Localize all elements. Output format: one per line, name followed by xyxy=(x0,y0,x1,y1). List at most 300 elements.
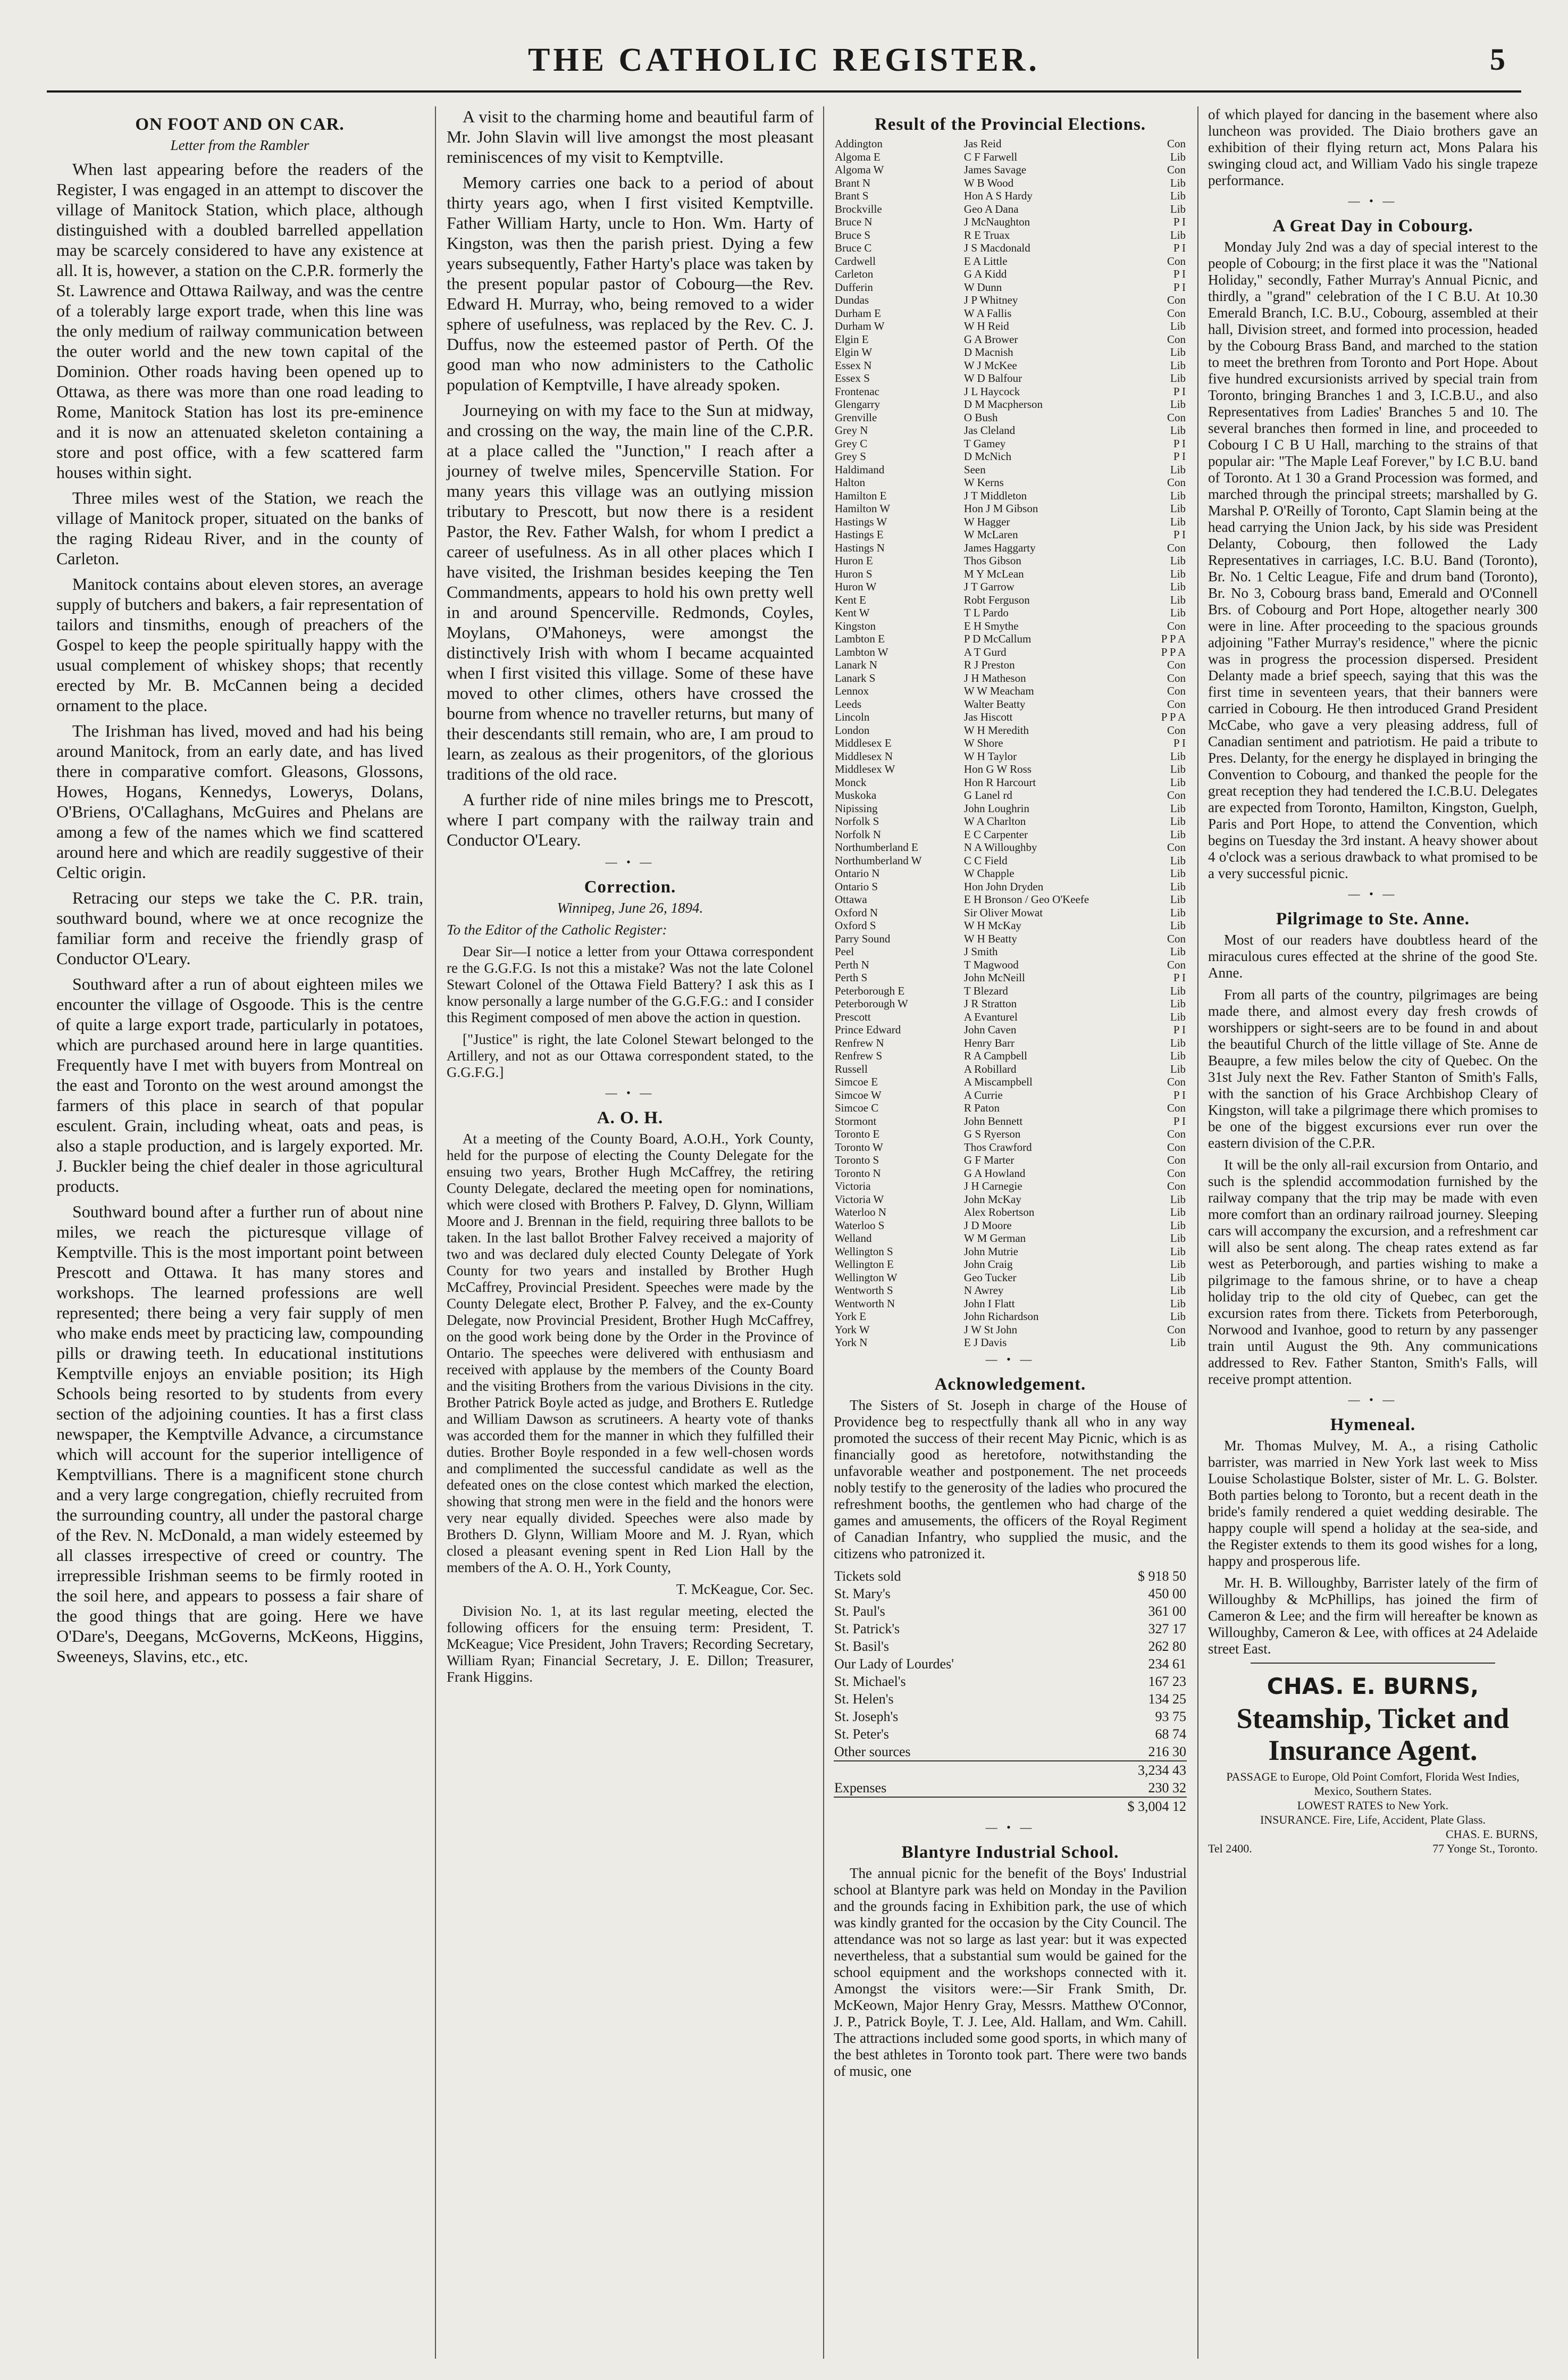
results-row xyxy=(834,1023,1187,1037)
results-riding: Lennox xyxy=(835,684,869,697)
results-riding: Brant N xyxy=(835,176,871,189)
results-riding: Toronto E xyxy=(835,1128,880,1140)
results-row xyxy=(834,268,1187,281)
results-member: John Bennett xyxy=(963,1114,1023,1128)
results-party: P I xyxy=(1173,437,1186,450)
results-riding: Hastings N xyxy=(835,541,885,554)
article-paragraph: Retracing our steps we take the C. P.R. train, southward bound, where we at once recognize the familiar form and receive the friendly grasp of Conductor O'Leary. xyxy=(56,888,423,968)
proceeds-amount: 361 00 xyxy=(1148,1603,1186,1619)
results-member: J McNaughton xyxy=(963,215,1030,228)
results-riding: Toronto W xyxy=(835,1140,883,1154)
results-riding: Huron W xyxy=(835,580,877,593)
results-row xyxy=(834,1154,1187,1167)
results-riding: Middlesex E xyxy=(835,737,892,749)
results-riding: Parry Sound xyxy=(835,932,891,945)
results-party: Lib xyxy=(1170,801,1186,815)
column-3 xyxy=(828,106,1192,2359)
results-party: Lib xyxy=(1170,919,1186,932)
results-riding: Hamilton W xyxy=(835,502,891,515)
proceeds-total-label xyxy=(834,1761,1122,1779)
proceeds-source: St. Basil's xyxy=(834,1638,889,1654)
results-party: Con xyxy=(1167,841,1186,854)
results-member: J W St John xyxy=(963,1323,1018,1336)
results-row xyxy=(834,229,1187,242)
results-riding: Grey C xyxy=(835,437,868,450)
results-riding: Simcoe E xyxy=(835,1075,878,1088)
results-riding: York W xyxy=(835,1323,870,1336)
results-row xyxy=(834,163,1187,177)
results-row xyxy=(834,984,1187,998)
results-party: Con xyxy=(1167,1154,1186,1166)
results-party: P I xyxy=(1173,971,1186,984)
results-row xyxy=(834,750,1187,763)
results-party: Lib xyxy=(1170,554,1186,567)
results-member: T Magwood xyxy=(963,958,1019,971)
results-party: Lib xyxy=(1170,606,1186,619)
results-riding: Welland xyxy=(835,1232,872,1245)
results-riding: Glengarry xyxy=(835,398,881,411)
separator-ornament: — • — xyxy=(1348,194,1398,207)
results-row xyxy=(834,971,1187,984)
results-member: J T Garrow xyxy=(963,580,1014,593)
results-row xyxy=(834,476,1187,489)
results-riding: Essex S xyxy=(835,372,870,385)
results-row xyxy=(834,450,1187,463)
results-row xyxy=(834,646,1187,659)
results-party: Lib xyxy=(1170,176,1186,189)
proceeds-source: St. Joseph's xyxy=(834,1708,899,1724)
results-row xyxy=(834,320,1187,333)
results-party: Lib xyxy=(1170,815,1186,828)
results-member: G S Ryerson xyxy=(963,1128,1021,1140)
results-riding: Middlesex N xyxy=(835,749,893,763)
proceeds-row xyxy=(834,1673,1187,1690)
results-riding: Peterborough W xyxy=(835,997,908,1010)
results-party: Con xyxy=(1167,306,1186,320)
results-member: Seen xyxy=(963,463,986,476)
results-row xyxy=(834,463,1187,477)
results-riding: Lincoln xyxy=(835,711,870,723)
results-row xyxy=(834,255,1187,268)
results-party: Con xyxy=(1167,332,1186,346)
header-rule xyxy=(47,90,1521,93)
results-riding: Carleton xyxy=(835,268,874,280)
results-row xyxy=(834,1049,1187,1063)
results-row xyxy=(834,359,1187,372)
results-riding: Ontario N xyxy=(835,867,880,880)
results-member: W Chapple xyxy=(963,867,1014,880)
results-row xyxy=(834,1219,1187,1232)
pilgrimage-heading: Pilgrimage to Ste. Anne. xyxy=(1276,909,1470,929)
proceeds-source: St. Helen's xyxy=(834,1691,894,1707)
results-row xyxy=(834,137,1187,151)
results-party: Con xyxy=(1167,932,1186,945)
proceeds-total-row xyxy=(834,1761,1187,1779)
results-member: E C Carpenter xyxy=(963,828,1028,841)
results-party: Con xyxy=(1167,163,1186,176)
results-row xyxy=(834,398,1187,411)
proceeds-source: Tickets sold xyxy=(834,1568,901,1584)
article-paragraph: When last appearing before the readers of the Register, I was engaged in an attempt to discover the village of Manitock Station, which place, although distinguished with a doubled barrelled appellation may be scarcely considered to have any existence at all. It is, however, a station on the C.P.R. formerly the St. Lawrence and Ottawa Railway, and was the centre of a tolerably large export trade, when this line was the only medium of railway communication between the outer world and the new town capital of the Dominion. Other roads having been opened up to Ottawa, as there was more than one road leading to Rome, Manitock Station has lost its pre-eminence and it is now an attenuated skeleton containing a store and post office, with a few scattered farm houses within sight. xyxy=(56,160,423,482)
results-party: Lib xyxy=(1170,1192,1186,1206)
results-row xyxy=(834,215,1187,229)
expenses-label: Expenses xyxy=(834,1780,887,1796)
pilgrimage-paragraph: Most of our readers have doubtless heard of the miraculous cures effected at the shrine of the good Ste. Anne. xyxy=(1208,932,1538,981)
results-row xyxy=(834,1128,1187,1141)
results-party: Lib xyxy=(1170,189,1186,202)
results-party: Lib xyxy=(1170,997,1186,1010)
results-riding: Dundas xyxy=(835,294,869,306)
results-riding: Addington xyxy=(835,137,883,150)
results-riding: Renfrew S xyxy=(835,1049,883,1062)
results-party: Lib xyxy=(1170,424,1186,437)
results-riding: Ontario S xyxy=(835,880,878,893)
results-row xyxy=(834,632,1187,646)
results-member: Geo Tucker xyxy=(963,1271,1017,1284)
results-member: W A Fallis xyxy=(963,306,1012,320)
results-row xyxy=(834,151,1187,164)
results-riding: Wellington W xyxy=(835,1271,898,1284)
results-row xyxy=(834,841,1187,854)
results-party: Con xyxy=(1167,294,1186,306)
results-row xyxy=(834,1089,1187,1102)
results-party: Con xyxy=(1167,697,1186,711)
results-party: Lib xyxy=(1170,358,1186,372)
results-member: Hon John Dryden xyxy=(963,880,1044,893)
results-member: N A Willoughby xyxy=(963,841,1037,854)
results-member: A T Gurd xyxy=(963,645,1007,658)
results-member: Sir Oliver Mowat xyxy=(963,906,1043,919)
pilgrimage-paragraph: It will be the only all-rail excursion from Ontario, and such is the splendid accommodation furnished by the railway company that the trip may be made with even more comfort than an ordinary railroad journey. Sleeping cars will accompany the excursion, and a refreshment car will also be sent along. The cheap rates extend as far west as Peterborough, and parties wishing to make a pilgrimage to the famous shrine, or to have a cheap holiday trip to the old city of Quebec, can get the excursion rates from there. Tickets from Peterborough, Norwood and Ivanhoe, good to return by any passenger train until August the 9th. Any communications addressed to Rev. Father Stanton, Smith's Falls, will receive prompt attention. xyxy=(1208,1157,1538,1387)
results-row xyxy=(834,711,1187,724)
article-paragraph: Journeying on with my face to the Sun at midway, and crossing on the way, the main line of the C.P.R. at a place called the "Junction," I reach after a journey of twelve miles, Spencerville Station. For many years this village was an outlying mission tributary to Prescott, but now there is a resident Pastor, the Rev. Father Walsh, for whom I predict a career of usefulness. As in all other places which I have visited, the Irishman besides keeping the Ten Commandments, appears to hold his own pretty well in and around Spencerville. Redmonds, Coyles, Moylans, O'Mahoneys, were amongst the distinctively Irish with whom I became acquainted when I first visited this village. Some of these have moved to other climes, others have crossed the bourne from whence no traveller returns, but many of their descendants still remain, who are, I am proud to learn, as zealous as their progenitors, of the glorious traditions of the old race. xyxy=(447,400,814,783)
results-riding: Dufferin xyxy=(835,280,873,294)
results-row xyxy=(834,541,1187,555)
correction-salutation: To the Editor of the Catholic Register: xyxy=(447,922,667,938)
results-party: P I xyxy=(1173,215,1186,228)
results-riding: Hastings E xyxy=(835,528,884,541)
results-row xyxy=(834,658,1187,672)
correction-paragraph: Dear Sir—I notice a letter from your Ottawa correspondent re the G.G.F.G. Is not this a mistake? Was not the late Colonel Stewart Colonel of the Ottawa Field Battery? I ask this as I know personally a large number of the G.G.F.G.: and I consider this Regiment composed of men above the action in question. xyxy=(447,943,814,1025)
results-party: Con xyxy=(1167,541,1186,554)
results-row xyxy=(834,1245,1187,1258)
results-member: W D Balfour xyxy=(963,372,1022,385)
separator-ornament: — • — xyxy=(985,1820,1035,1834)
hymeneal-heading: Hymeneal. xyxy=(1330,1415,1416,1434)
results-member: C C Field xyxy=(963,854,1008,867)
results-row xyxy=(834,554,1187,567)
results-riding: Wentworth S xyxy=(835,1284,893,1297)
results-party: Lib xyxy=(1170,228,1186,241)
results-row xyxy=(834,606,1187,620)
results-row xyxy=(834,1063,1187,1076)
correction-heading: Correction. xyxy=(584,878,676,897)
results-row xyxy=(834,372,1187,385)
results-row xyxy=(834,672,1187,685)
results-riding: Durham E xyxy=(835,306,881,320)
results-riding: Elgin E xyxy=(835,332,869,346)
hymeneal-paragraph: Mr. Thomas Mulvey, M. A., a rising Catholic barrister, was married in New York last week to Miss Louise Scholastique Bolster, sister of Mr. L. G. Bolster. Both parties belong to Toronto, but a recent death in the bride's family rendered a quiet wedding desirable. The happy couple will spend a holiday at the sea-side, and the Register extends to them its good wishes for a long, happy and prosperous life. xyxy=(1208,1438,1538,1569)
article-paragraph: Southward bound after a further run of about nine miles, we reach the picturesque village of Kemptville. This is the most important point between Prescott and Ottawa. It has many stores and workshops. The learned professions are well represented; there being a very fair supply of men who make ends meet by practicing law, compounding pills or drawing teeth. In educational institutions Kemptville enjoys an enviable position; its High Schools being resorted to by students from every section of the adjoining counties. It has a first class newspaper, the Kemptville Advance, a circumstance which will account for the superior intelligence of Kemptvillians. There is a magnificent stone church and a very large congregation, chiefly recruited from the surrounding country, all under the pastoral charge of the Rev. N. McDonald, a man widely esteemed by all classes irrespective of creed or country. The irrepressible Irishman seems to be firmly rooted in the soil here, and appears to possess a fair share of the good things that are going. Here we have O'Dare's, Deegans, McGoverns, McKeons, Higgins, Sweeneys, Slavins, etc., etc. xyxy=(56,1202,423,1666)
results-riding: Ottawa xyxy=(835,893,867,906)
results-riding: Muskoka xyxy=(835,789,877,801)
proceeds-amount: 68 74 xyxy=(1155,1726,1186,1742)
results-party: Lib xyxy=(1170,775,1186,789)
results-row xyxy=(834,1232,1187,1245)
results-party: Lib xyxy=(1170,150,1186,163)
results-row xyxy=(834,1310,1187,1323)
results-row xyxy=(834,567,1187,581)
results-party: Con xyxy=(1167,789,1186,801)
ad-line: CHAS. E. BURNS, xyxy=(1446,1827,1538,1841)
results-party: P I xyxy=(1173,737,1186,749)
results-member: D M Macpherson xyxy=(963,398,1043,411)
results-member: G A Kidd xyxy=(963,268,1007,280)
results-row xyxy=(834,828,1187,841)
results-party: Lib xyxy=(1170,1232,1186,1245)
results-row xyxy=(834,815,1187,828)
results-member: W J McKee xyxy=(963,358,1017,372)
results-party: Lib xyxy=(1170,1206,1186,1218)
results-row xyxy=(834,437,1187,450)
running-title: THE CATHOLIC REGISTER. xyxy=(528,42,1040,78)
pilgrimage-paragraph: From all parts of the country, pilgrimages are being made there, and almost every day fresh crowds of worshippers or sight-seers are to be found in and about the beautiful Church of the little village of Ste. Anne de Beaupre, a few miles below the city of Quebec. On the 31st July next the Rev. Father Stanton of Smith's Falls, with the sanction of his Grace Archbishop Cleary of Kingston, will take a pilgrimage there which promises to be one of the biggest excursions ever run over the eastern division of the C.P.R. xyxy=(1208,987,1538,1151)
results-party: Lib xyxy=(1170,906,1186,919)
results-party: Lib xyxy=(1170,1036,1186,1049)
results-row xyxy=(834,307,1187,320)
results-party: Lib xyxy=(1170,1310,1186,1323)
results-party: Con xyxy=(1167,684,1186,697)
results-row xyxy=(834,737,1187,750)
column-4 xyxy=(1203,106,1543,2359)
results-member: James Savage xyxy=(963,163,1027,176)
results-member: N Awrey xyxy=(963,1284,1004,1297)
results-member: Jas Hiscott xyxy=(963,711,1013,723)
results-member: W Hagger xyxy=(963,515,1010,528)
results-row xyxy=(834,502,1187,515)
ad-telephone: Tel 2400. xyxy=(1208,1842,1252,1855)
results-member: T Blezard xyxy=(963,984,1008,997)
proceeds-source: Other sources xyxy=(834,1743,911,1759)
results-party: Con xyxy=(1167,1140,1186,1154)
results-member: W Shore xyxy=(963,737,1003,749)
results-member: James Haggarty xyxy=(963,541,1036,554)
results-member: C F Farwell xyxy=(963,150,1018,163)
results-party: P I xyxy=(1173,1088,1186,1101)
results-row xyxy=(834,241,1187,255)
results-party: Con xyxy=(1167,1180,1186,1192)
results-party: P I xyxy=(1173,268,1186,280)
results-riding: Kingston xyxy=(835,619,876,632)
results-party: Con xyxy=(1167,658,1186,671)
proceeds-row xyxy=(834,1743,1187,1761)
results-party: Lib xyxy=(1170,880,1186,893)
results-member: W H Taylor xyxy=(963,749,1017,763)
proceeds-amount: 134 25 xyxy=(1148,1691,1186,1707)
results-riding: Lambton W xyxy=(835,645,888,658)
results-row xyxy=(834,1075,1187,1089)
correction-paragraph: ["Justice" is right, the late Colonel Stewart belonged to the Artillery, and not as our Ottawa correspondent stated, to the G.G.F.G.] xyxy=(447,1031,814,1080)
results-member: D Macnish xyxy=(963,346,1013,358)
results-member: T L Pardo xyxy=(963,606,1009,619)
results-member: John I Flatt xyxy=(963,1297,1015,1310)
results-party: P P A xyxy=(1161,711,1186,723)
proceeds-amount: 450 00 xyxy=(1148,1585,1186,1601)
results-row xyxy=(834,489,1187,503)
results-row xyxy=(834,945,1187,958)
results-row xyxy=(834,424,1187,437)
results-riding: Simcoe C xyxy=(835,1101,879,1114)
results-row xyxy=(834,1206,1187,1219)
correction-dateline: Winnipeg, June 26, 1894. xyxy=(557,900,703,916)
results-party: Con xyxy=(1167,1166,1186,1180)
masthead xyxy=(0,0,1568,101)
expenses-amount: 230 32 xyxy=(1148,1780,1186,1796)
results-riding: Huron S xyxy=(835,567,873,580)
results-row xyxy=(834,1297,1187,1310)
results-riding: Bruce C xyxy=(835,241,872,254)
results-party: P I xyxy=(1173,241,1186,254)
results-member: J H Carnegie xyxy=(963,1180,1022,1192)
results-riding: Lanark S xyxy=(835,671,876,684)
column-1 xyxy=(51,106,429,2359)
aoh-heading: A. O. H. xyxy=(597,1108,664,1128)
results-row xyxy=(834,1323,1187,1337)
results-row xyxy=(834,919,1187,932)
results-riding: York N xyxy=(835,1336,868,1349)
results-member: John Loughrin xyxy=(963,801,1029,815)
correction-body xyxy=(447,922,814,1081)
proceeds-source: St. Mary's xyxy=(834,1585,891,1601)
results-member: R J Preston xyxy=(963,658,1015,671)
results-riding: Algoma W xyxy=(835,163,884,176)
article-heading: ON FOOT AND ON CAR. xyxy=(135,115,345,134)
results-party: Lib xyxy=(1170,1245,1186,1258)
results-party: Lib xyxy=(1170,1049,1186,1062)
results-member: W H McKay xyxy=(963,919,1022,932)
results-heading: Result of the Provincial Elections. xyxy=(874,115,1146,134)
results-member: Jas Reid xyxy=(963,137,1002,150)
results-riding: Brant S xyxy=(835,189,869,202)
results-member: Thos Crawford xyxy=(963,1140,1032,1154)
results-member: John Mutrie xyxy=(963,1245,1018,1258)
results-riding: Stormont xyxy=(835,1114,877,1128)
results-riding: Hastings W xyxy=(835,515,887,528)
results-row xyxy=(834,333,1187,346)
article-paragraph: Southward after a run of about eighteen miles we encounter the village of Osgoode. This is the centre of quite a large export trade, particularly in potatoes, which are purchased around here in large quantities. Frequently have I met with buyers from Montreal on the east and Toronto on the west around amongst the farmers of this place in search of that popular esculent. Grain, including wheat, oats and peas, is also a staple production, and is largely exported. Mr. J. Buckler being the chief dealer in those agricultural products. xyxy=(56,974,423,1196)
results-row xyxy=(834,281,1187,294)
results-riding: Algoma E xyxy=(835,150,881,163)
results-member: J S Macdonald xyxy=(963,241,1030,254)
results-member: W H Reid xyxy=(963,320,1009,332)
results-party: Lib xyxy=(1170,1010,1186,1023)
results-row xyxy=(834,763,1187,776)
article-paragraph: Memory carries one back to a period of about thirty years ago, when I first visited Kemptville. Father William Harty, uncle to Hon. Wm. Harty of Kingston, was then the parish priest. Dying a few years subsequently, Father Harty's place was taken by the present popular pastor of Cobourg—the Rev. Edward H. Murray, who, being removed to a wider sphere of usefulness, was replaced by the Rev. C. J. Duffus, now the esteemed pastor of Perth. Of the good man who now administers to the Catholic population of Kemptville, I have already spoken. xyxy=(447,173,814,394)
acknowledgement-heading: Acknowledgement. xyxy=(934,1374,1086,1394)
results-party: P I xyxy=(1173,528,1186,541)
results-row xyxy=(834,620,1187,633)
results-member: Hon R Harcourt xyxy=(963,775,1036,789)
results-party: Con xyxy=(1167,476,1186,489)
results-riding: Wellington E xyxy=(835,1258,894,1271)
results-member: G A Howland xyxy=(963,1166,1026,1180)
ad-line: LOWEST RATES to New York. xyxy=(1297,1799,1449,1812)
results-row xyxy=(834,1258,1187,1271)
results-member: J Smith xyxy=(963,945,998,958)
aoh-body xyxy=(447,1131,814,1685)
results-party: Lib xyxy=(1170,854,1186,867)
results-party: P I xyxy=(1173,385,1186,398)
proceeds-row xyxy=(834,1638,1187,1655)
results-riding: Durham W xyxy=(835,320,885,332)
results-member: John Caven xyxy=(963,1023,1017,1036)
results-riding: Cardwell xyxy=(835,254,876,268)
results-party: Lib xyxy=(1170,1258,1186,1271)
results-member: W B Wood xyxy=(963,176,1014,189)
results-riding: Toronto S xyxy=(835,1154,879,1166)
results-row xyxy=(834,932,1187,946)
results-member: John Craig xyxy=(963,1258,1013,1271)
results-riding: Norfolk N xyxy=(835,828,881,841)
net-label xyxy=(834,1797,1122,1815)
results-riding: Northumberland W xyxy=(835,854,922,867)
results-riding: Russell xyxy=(835,1062,868,1075)
ad-line: INSURANCE. Fire, Life, Accident, Plate Glass. xyxy=(1260,1813,1486,1826)
results-riding: Frontenac xyxy=(835,385,879,398)
article-paragraph: of which played for dancing in the basement where also luncheon was provided. The Diaio brothers gave an exhibition of their flying return act, Mons Palara his swinging cloud act, and William Vado his single trapeze performance. xyxy=(1208,106,1538,188)
results-party: Lib xyxy=(1170,1062,1186,1075)
results-row xyxy=(834,997,1187,1011)
results-member: Geo A Dana xyxy=(963,202,1019,215)
results-row xyxy=(834,893,1187,906)
results-party: Lib xyxy=(1170,515,1186,528)
results-riding: Perth N xyxy=(835,958,869,971)
results-riding: Kent W xyxy=(835,606,870,619)
results-riding: Waterloo S xyxy=(835,1218,885,1232)
net-amount: $ 3,004 12 xyxy=(1122,1797,1187,1815)
results-riding: Victoria xyxy=(835,1180,871,1192)
page-number: 5 xyxy=(1490,42,1505,77)
results-party: Lib xyxy=(1170,984,1186,997)
results-party: Lib xyxy=(1170,398,1186,411)
results-member: O Bush xyxy=(963,411,998,424)
results-riding: Huron E xyxy=(835,554,873,567)
hymeneal-paragraph: Mr. H. B. Willoughby, Barrister lately of the firm of Willoughby & McPhillips, has joined the firm of Cameron & Lee; and the firm will hereafter be known as Willoughby, Cameron & Lee, with offices at 24 Adelaide street East. xyxy=(1208,1575,1538,1657)
results-party: Lib xyxy=(1170,1284,1186,1297)
results-member: W Dunn xyxy=(963,280,1002,294)
results-riding: Halton xyxy=(835,476,866,489)
results-row xyxy=(834,698,1187,711)
results-riding: Oxford S xyxy=(835,919,876,932)
results-row xyxy=(834,1115,1187,1128)
results-member: G A Brower xyxy=(963,332,1018,346)
results-row xyxy=(834,580,1187,594)
proceeds-source: St. Patrick's xyxy=(834,1621,900,1636)
results-member: M Y McLean xyxy=(963,567,1024,580)
results-member: R E Truax xyxy=(963,228,1010,241)
advertiser-name: CHAS. E. BURNS, xyxy=(1267,1673,1479,1699)
proceeds-amount: 327 17 xyxy=(1148,1621,1186,1636)
proceeds-total: 3,234 43 xyxy=(1122,1761,1187,1779)
results-riding: Middlesex W xyxy=(835,763,895,775)
results-party: Lib xyxy=(1170,1218,1186,1232)
proceeds-amount: 93 75 xyxy=(1155,1708,1186,1724)
proceeds-row xyxy=(834,1620,1187,1638)
results-member: E J Davis xyxy=(963,1336,1007,1349)
results-riding: Grey N xyxy=(835,424,868,437)
advertisement-title: Steamship, Ticket and Insurance Agent. xyxy=(1236,1702,1510,1766)
results-member: R A Campbell xyxy=(963,1049,1027,1062)
